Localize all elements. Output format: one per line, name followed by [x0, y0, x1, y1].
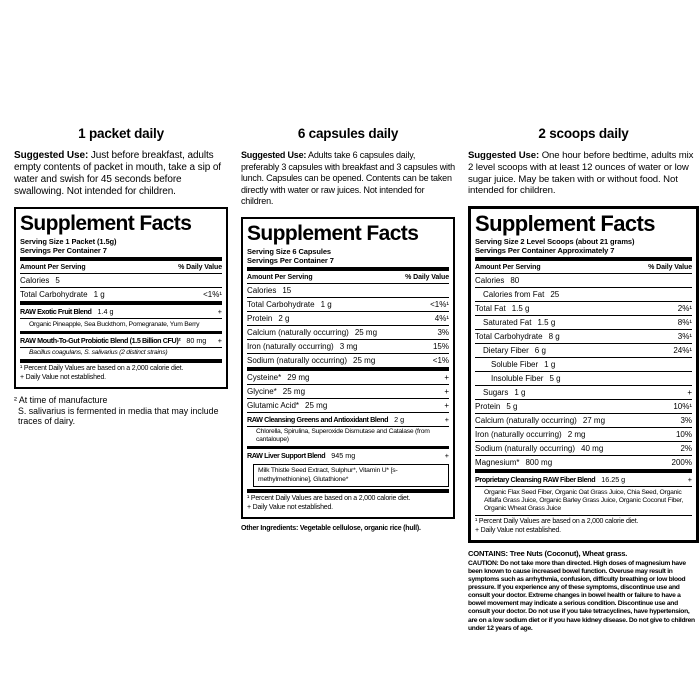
blend-ingredients: Bacillus coagulans, S. salivarius (2 distinct strains) — [20, 347, 222, 360]
nutrient-row: RAW Exotic Fruit Blend 1.4 g + — [20, 301, 222, 318]
nutrient-row: Cysteine* 29 mg + — [247, 367, 449, 384]
footnote-line: + Daily Value not established. — [247, 504, 333, 512]
nutrient-row: Calories 15 — [247, 283, 449, 297]
panel-title: Supplement Facts — [475, 211, 655, 237]
below-note-fineprint: Other Ingredients: Vegetable cellulose, organic rice (hull). — [241, 524, 421, 532]
nutrient-row: Calories 80 — [475, 273, 692, 287]
nutrient-row: Glycine* 25 mg + — [247, 384, 449, 398]
nutrient-row: Protein 5 g 10%¹ — [475, 399, 692, 413]
footnote-line: ¹ Percent Daily Values are based on a 2,000 calorie diet. — [247, 495, 411, 503]
below-panel-notes — [14, 395, 228, 427]
supplement-facts-panel — [14, 207, 228, 389]
column-6-capsules — [241, 126, 455, 534]
note-prefix: CONTAINS: — [468, 548, 508, 558]
suggested-use-label: Suggested Use: — [14, 150, 89, 161]
nutrient-row: RAW Cleansing Greens and Antioxidant Blend 2 g + — [247, 412, 449, 426]
column-2-scoops — [468, 126, 699, 633]
panel-footnotes — [247, 489, 449, 513]
facts-column-headers — [247, 271, 449, 283]
below-note-caution: CAUTION: Do not take more than directed. High doses of magnesium have been known to cause increased bowel function. Overuse may result in symptoms such as arrhythmia, confusion, difficulty breathing or low blood pressure. If you experience any of these symptoms, discontinue use and consult your doctor. Extreme changes in bowel health or failure to have a bowel movement may indicate a serious condition. Discontinue use and consult your doctor. Do not use if you take tetracyclines, have hypertension, are on a low sodium diet or if you have kidney disease. Do not give to children under 12 years of age. — [468, 559, 695, 632]
serving-size: Serving Size 6 Capsules — [247, 246, 331, 256]
blend-ingredients: Organic Pineapple, Sea Buckthorn, Pomegranate, Yum Berry — [20, 318, 222, 331]
serving-size: Serving Size 1 Packet (1.5g) — [20, 237, 117, 246]
note-prefix: Other Ingredients: — [241, 524, 299, 532]
daily-value-header: % Daily Value — [178, 264, 222, 271]
nutrient-row: Sodium (naturally occurring) 25 mg <1% — [247, 353, 449, 367]
servings-per-container: Servings Per Container 7 — [20, 246, 107, 255]
daily-value-header: % Daily Value — [648, 264, 692, 272]
nutrient-row: Total Fat 1.5 g 2%¹ — [475, 301, 692, 315]
daily-value-header: % Daily Value — [405, 273, 449, 281]
suggested-use — [14, 150, 228, 198]
dose-heading: 1 packet daily — [78, 126, 164, 141]
facts-column-headers — [475, 261, 692, 273]
suggested-use-label: Suggested Use: — [241, 150, 307, 160]
suggested-use-label: Suggested Use: — [468, 150, 540, 161]
footnote-line: ¹ Percent Daily Values are based on a 2,000 calorie diet. — [475, 518, 639, 526]
nutrient-row: RAW Liver Support Blend 945 mg + — [247, 446, 449, 462]
suggested-use-text: Adults take 6 capsules daily, preferably 3 capsules with breakfast and 3 capsules with lunch. Capsules can be opened. Contents can be taken directly with water or raw juices. Not intended for children. — [241, 150, 455, 206]
below-panel-notes — [468, 549, 699, 633]
nutrient-row: Iron (naturally occurring) 2 mg 10% — [475, 427, 692, 441]
supplement-facts-panel — [468, 206, 699, 543]
note-prefix: CAUTION: — [468, 559, 499, 567]
nutrient-row: Dietary Fiber 6 g 24%¹ — [475, 343, 692, 357]
amount-header: Amount Per Serving — [475, 264, 541, 272]
panel-title: Supplement Facts — [247, 221, 419, 245]
facts-column-headers — [20, 261, 222, 273]
panel-title: Supplement Facts — [20, 212, 192, 235]
nutrient-row: Insoluble Fiber 5 g — [475, 371, 692, 385]
nutrient-rows — [247, 283, 449, 488]
suggested-use-text: Just before breakfast, adults empty contents of packet in mouth, take a sip of water and swish for 45 seconds before swallowing. Not intended for children. — [14, 150, 221, 197]
column-1-packet — [14, 126, 228, 427]
supplement-facts-panel — [241, 217, 455, 519]
nutrient-row: Sodium (naturally occurring) 40 mg 2% — [475, 441, 692, 455]
panel-footnotes — [475, 515, 692, 536]
servings-per-container: Servings Per Container 7 — [247, 255, 334, 265]
blend-ingredients: Milk Thistle Seed Extract, Sulphur*, Vitamin U* [s-methylmethionine], Glutathione* — [253, 464, 449, 487]
dose-heading: 6 capsules daily — [297, 126, 399, 141]
footnote-line: ¹ Percent Daily Values are based on a 2,000 calorie diet. — [20, 365, 184, 373]
nutrient-row: Calcium (naturally occurring) 27 mg 3% — [475, 413, 692, 427]
below-note-note2: S. salivarius is fermented in media that may include traces of dairy. — [18, 405, 219, 426]
nutrient-row: Iron (naturally occurring) 3 mg 15% — [247, 339, 449, 353]
nutrient-row: Calories 5 — [20, 273, 222, 287]
nutrient-row: Total Carbohydrate 8 g 3%¹ — [475, 329, 692, 343]
below-panel-notes — [241, 525, 455, 534]
nutrient-rows — [20, 273, 222, 359]
suggested-use — [468, 150, 699, 197]
blend-ingredients: Chlorella, Spirulina, Superoxide Dismutase and Catalase (from cantaloupe) — [247, 426, 449, 447]
nutrient-row: Glutamic Acid* 25 mg + — [247, 398, 449, 412]
suggested-use — [241, 150, 455, 208]
nutrient-row: Soluble Fiber 1 g — [475, 357, 692, 371]
nutrient-row: RAW Mouth-To-Gut Probiotic Blend (1.5 Billion CFU)² 80 mg + — [20, 331, 222, 347]
footnote-line: + Daily Value not established. — [20, 374, 106, 382]
blend-ingredients: Organic Flax Seed Fiber, Organic Oat Grass Juice, Chia Seed, Organic Alfalfa Grass Juice, Organic Barley Grass Juice, Organic Coconut Fiber, Organic Wheat Grass Juice — [475, 486, 692, 515]
dose-heading: 2 scoops daily — [538, 126, 629, 141]
nutrient-row: Sugars 1 g + — [475, 385, 692, 399]
panel-footnotes — [20, 359, 222, 383]
suggested-use-text: One hour before bedtime, adults mix 2 level scoops with at least 12 ounces of water or low sugar juice. May be taken with or without food. Not intended for children. — [468, 150, 694, 197]
amount-header: Amount Per Serving — [20, 264, 86, 271]
footnote-line: + Daily Value not established. — [475, 527, 561, 535]
nutrient-row: Total Carbohydrate 1 g <1%¹ — [247, 297, 449, 311]
nutrient-row: Total Carbohydrate 1 g <1%¹ — [20, 287, 222, 301]
servings-per-container: Servings Per Container Approximately 7 — [475, 246, 615, 256]
nutrient-row: Saturated Fat 1.5 g 8%¹ — [475, 315, 692, 329]
nutrient-rows — [475, 273, 692, 515]
amount-header: Amount Per Serving — [247, 273, 313, 281]
nutrient-row: Calories from Fat 25 — [475, 287, 692, 301]
nutrient-row: Protein 2 g 4%¹ — [247, 311, 449, 325]
nutrient-row: Calcium (naturally occurring) 25 mg 3% — [247, 325, 449, 339]
nutrient-row: Proprietary Cleansing RAW Fiber Blend 16.25 g + — [475, 469, 692, 486]
nutrient-row: Magnesium* 800 mg 200% — [475, 455, 692, 469]
serving-size: Serving Size 2 Level Scoops (about 21 grams) — [475, 237, 635, 247]
below-note-contains: CONTAINS: Tree Nuts (Coconut), Wheat grass. — [468, 548, 628, 558]
below-note-note: ² At time of manufacture — [14, 395, 108, 405]
